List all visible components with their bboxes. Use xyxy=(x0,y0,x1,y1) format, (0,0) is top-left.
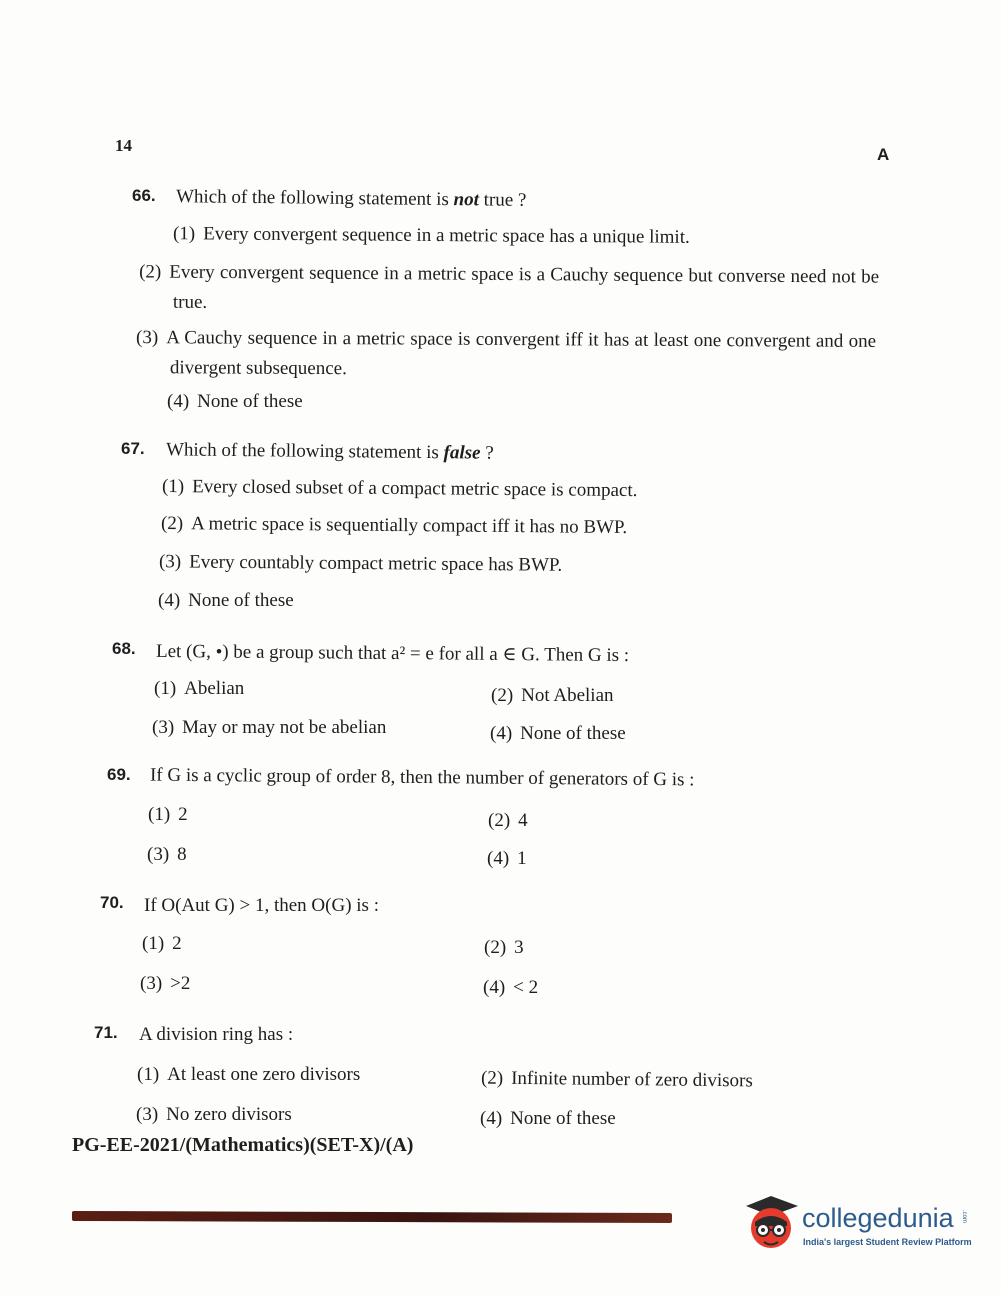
logo-wordmark: collegedunia xyxy=(802,1203,954,1233)
option: (4) 1 xyxy=(487,848,527,869)
question-number: 71. xyxy=(94,1023,118,1042)
paper-code-footer: PG-EE-2021/(Mathematics)(SET-X)/(A) xyxy=(72,1134,414,1156)
question-text: If O(Aut G) > 1, then O(G) is : xyxy=(144,895,379,916)
set-letter: A xyxy=(877,145,890,164)
option: (3) 8 xyxy=(147,844,187,865)
question-text: Which of the following statement is not true ? xyxy=(175,186,527,211)
question-text: A division ring has : xyxy=(139,1024,294,1045)
option: (1) 2 xyxy=(142,933,182,954)
option: (1) 2 xyxy=(148,804,188,825)
option: (3) A Cauchy sequence in a metric space is convergent iff it has at least one convergent and one divergent subsequence. xyxy=(136,327,877,380)
option: (2) 4 xyxy=(488,810,528,831)
option: (3) May or may not be abelian xyxy=(152,717,387,738)
question-text: Which of the following statement is false ? xyxy=(165,439,494,464)
logo-tagline: India's largest Student Review Platform xyxy=(803,1237,972,1247)
option: (2) A metric space is sequentially compact iff it has no BWP. xyxy=(160,512,628,539)
question-number: 69. xyxy=(107,765,131,784)
option: (4) None of these xyxy=(490,723,626,744)
option: (3) Every countably compact metric space has BWP. xyxy=(158,551,563,576)
option: (1) Every convergent sequence in a metric space has a unique limit. xyxy=(172,223,690,248)
option: (2) Not Abelian xyxy=(491,685,614,706)
page-number: 14 xyxy=(115,136,132,155)
question-number: 67. xyxy=(121,439,145,458)
option: (2) Infinite number of zero divisors xyxy=(480,1067,753,1092)
question-number: 70. xyxy=(100,893,124,912)
option: (4) None of these xyxy=(158,590,294,611)
option: (3) >2 xyxy=(140,973,191,994)
option: (1) Every closed subset of a compact metric space is compact. xyxy=(161,475,638,502)
option: (4) < 2 xyxy=(483,977,539,998)
option: (1) Abelian xyxy=(154,678,245,699)
question-text: Let (G, •) be a group such that a² = e for all a ∈ G. Then G is : xyxy=(155,640,630,667)
option: (4) None of these xyxy=(167,391,303,412)
logo-domain: .com xyxy=(961,1210,967,1224)
option: (3) No zero divisors xyxy=(136,1104,292,1125)
question-number: 66. xyxy=(132,186,156,205)
option: (2) 3 xyxy=(484,937,524,958)
option: (1) At least one zero divisors xyxy=(137,1064,361,1085)
question-text: If G is a cyclic group of order 8, then the number of generators of G is : xyxy=(149,764,695,791)
scan-edge-bar xyxy=(72,1211,672,1223)
option: (2) Every convergent sequence in a metric space is a Cauchy sequence but converse need not be true. xyxy=(139,261,880,313)
collegedunia-mascot-icon xyxy=(742,1192,800,1254)
option: (4) None of these xyxy=(480,1108,616,1129)
question-number: 68. xyxy=(112,639,136,658)
